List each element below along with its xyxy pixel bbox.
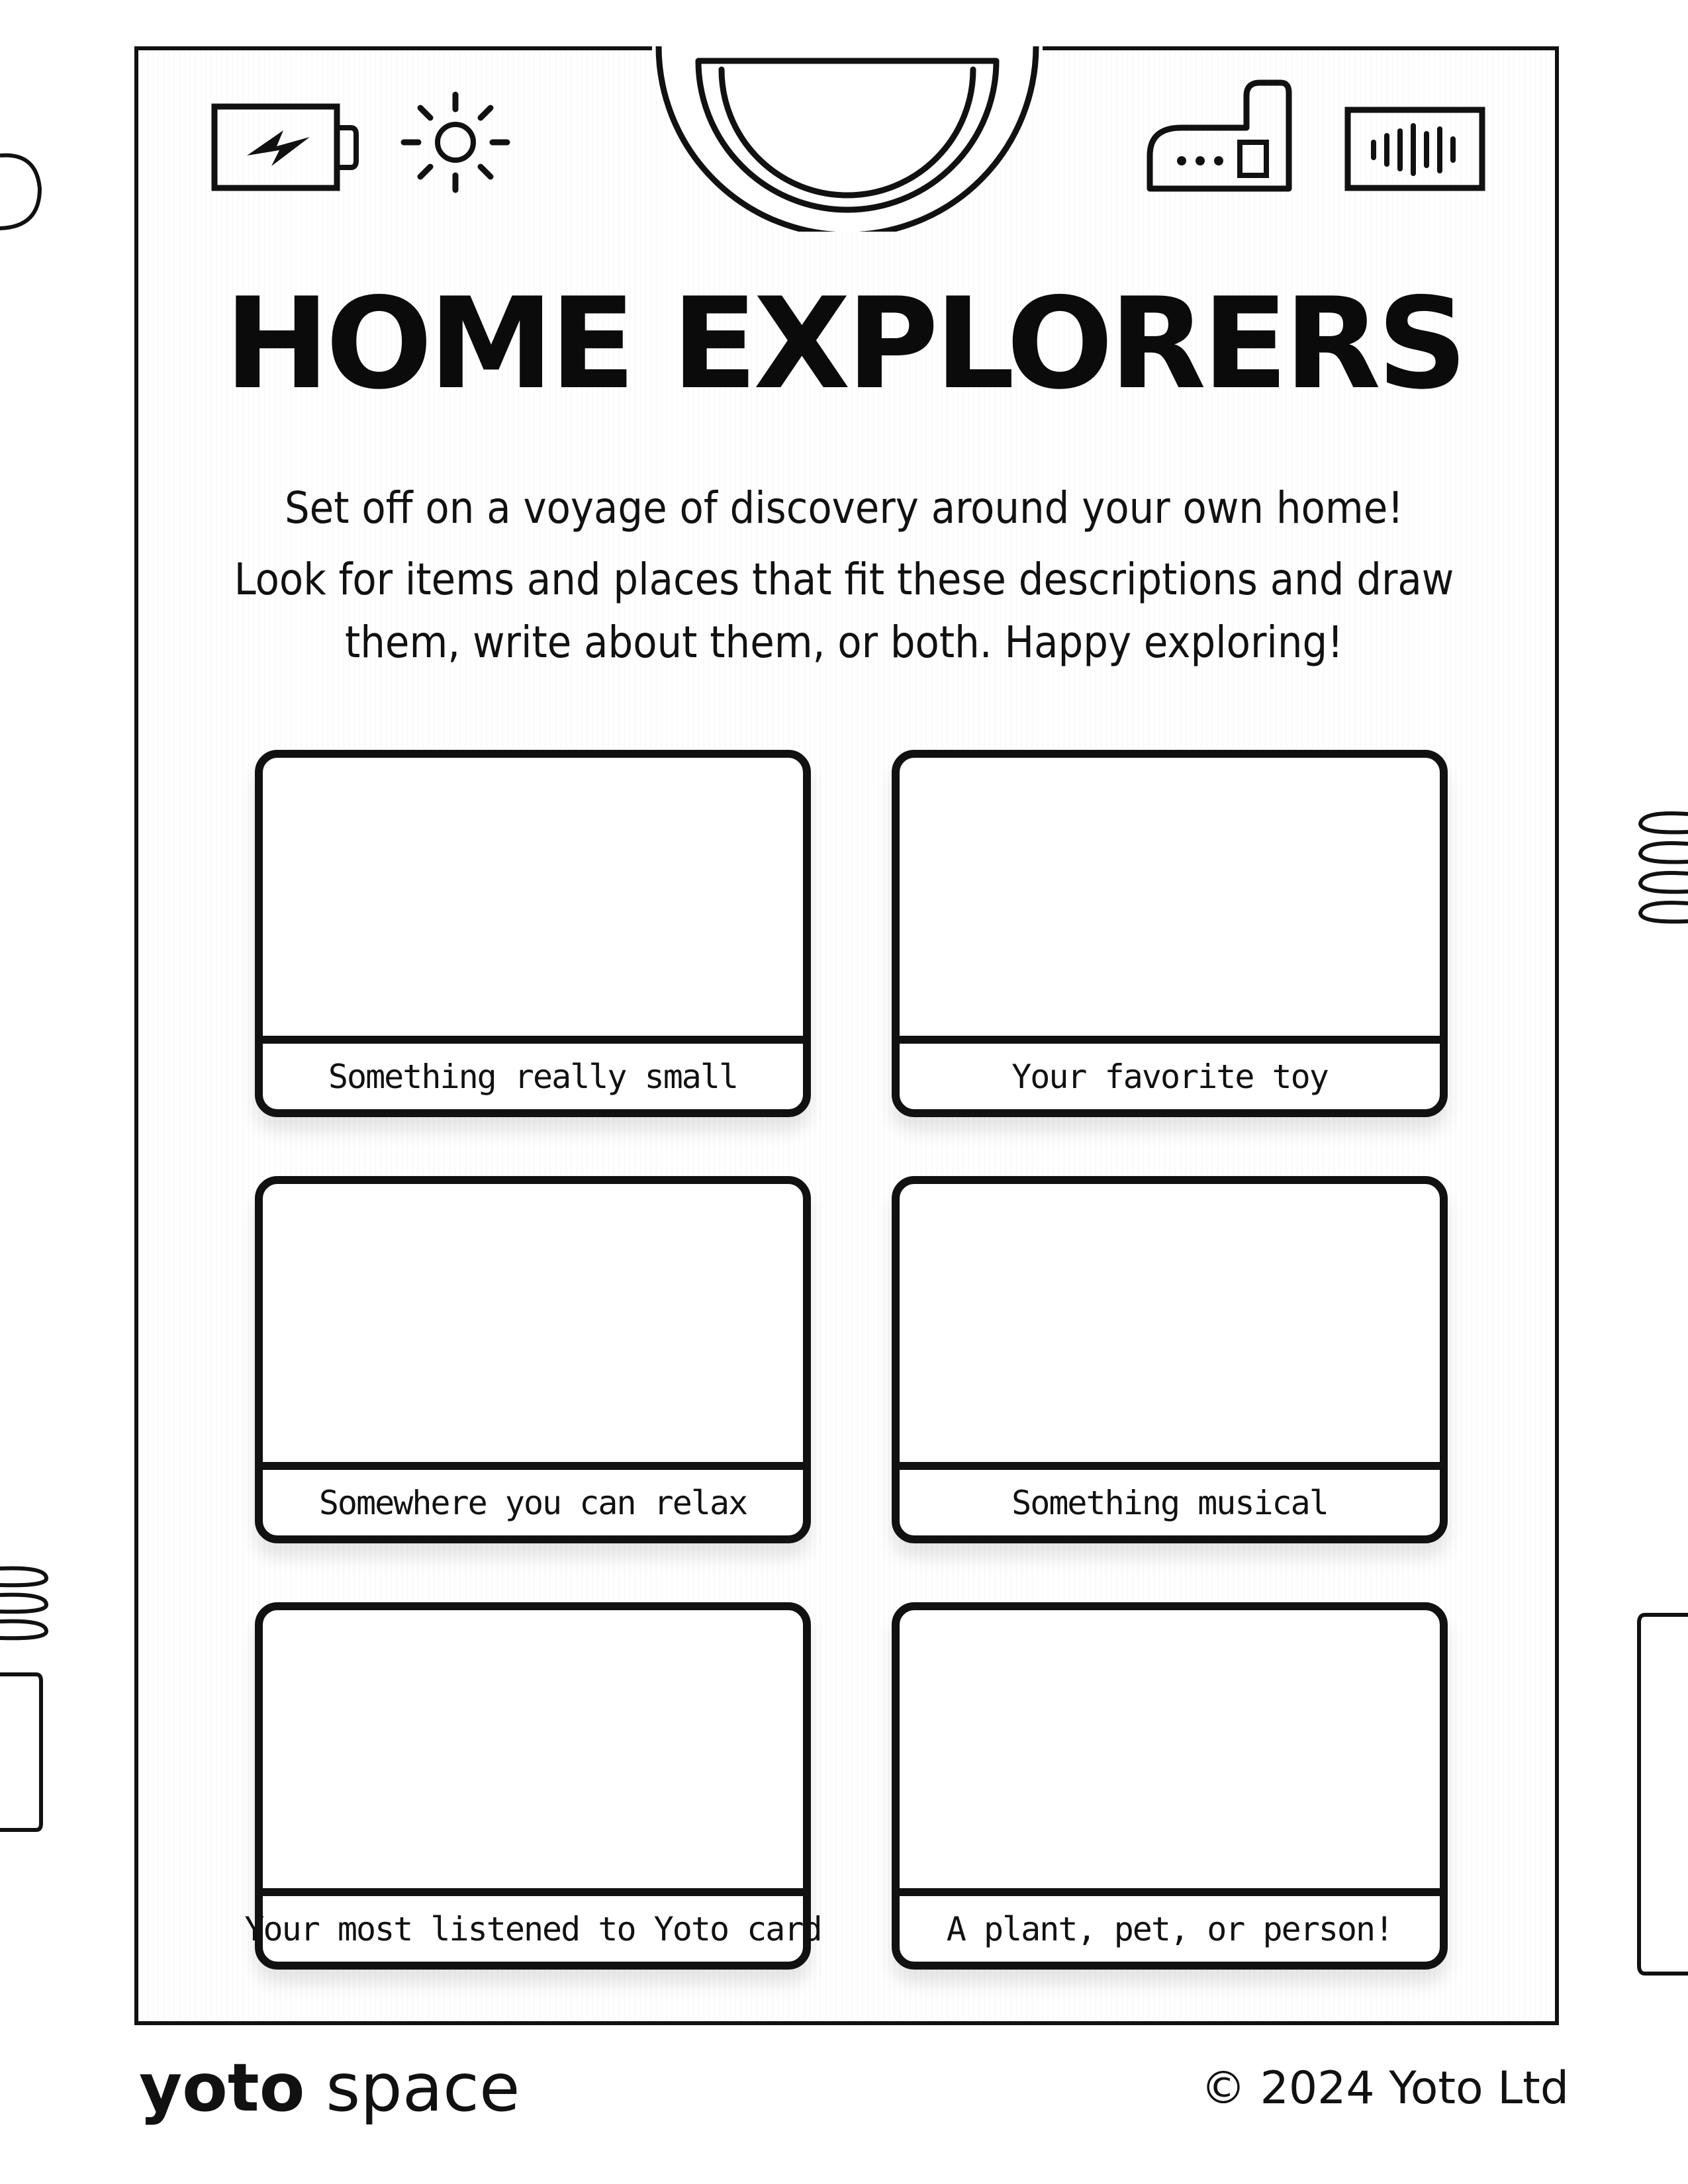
card-something-really-small[interactable] [255, 750, 811, 1117]
drawing-area[interactable] [263, 758, 803, 1044]
radio-icon [1142, 76, 1295, 199]
speaker-notch [652, 33, 1043, 232]
card-label: Something really small [328, 1057, 738, 1096]
left-edge-doodle-top [0, 149, 46, 235]
logo-light-text: space [326, 2049, 520, 2126]
left-edge-doodle-bottom [0, 1559, 53, 1837]
soundbar-icon [1344, 106, 1486, 192]
drawing-area[interactable] [263, 1184, 803, 1470]
card-label: Somewhere you can relax [318, 1483, 747, 1522]
card-plant-pet-or-person[interactable] [892, 1602, 1448, 1970]
card-something-musical[interactable] [892, 1176, 1448, 1543]
intro-line-1: Set off on a voyage of discovery around your own home! [284, 482, 1404, 533]
sun-icon [397, 89, 513, 195]
card-label: A plant, pet, or person! [946, 1909, 1393, 1948]
right-edge-doodle-top [1628, 804, 1688, 936]
intro-text [199, 477, 1489, 682]
drawing-area[interactable] [900, 758, 1440, 1044]
card-label: Your most listened to Yoto card [244, 1909, 821, 1948]
copyright-text: © 2024 Yoto Ltd [1201, 2062, 1569, 2115]
card-most-listened-yoto-card[interactable] [244, 1602, 821, 1970]
drawing-area[interactable] [263, 1610, 803, 1896]
page-title: HOME EXPLORERS [224, 271, 1464, 417]
card-label: Your favorite toy [1011, 1057, 1328, 1096]
drawing-area[interactable] [900, 1610, 1440, 1896]
card-somewhere-you-can-relax[interactable] [255, 1176, 811, 1543]
intro-line-2: Look for items and places that fit these descriptions and draw them, write about them, or both. Happy exploring! [234, 553, 1454, 668]
battery-icon [211, 103, 359, 192]
logo-bold-text: yoto [139, 2049, 305, 2126]
right-edge-doodle-bottom [1635, 1608, 1688, 1979]
drawing-area[interactable] [900, 1184, 1440, 1470]
yoto-space-logo [139, 2049, 520, 2126]
card-label: Something musical [1011, 1483, 1328, 1522]
card-your-favorite-toy[interactable] [892, 750, 1448, 1117]
